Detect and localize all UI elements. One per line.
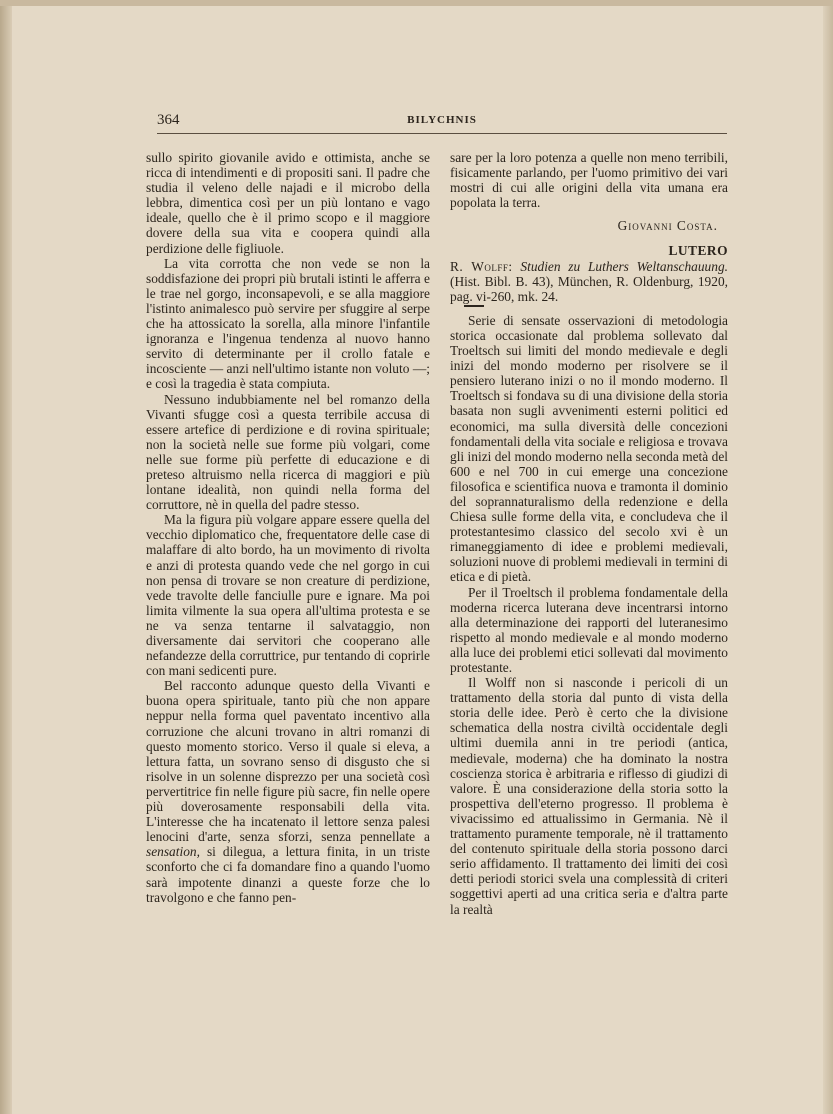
paragraph-text: si dilegua, a lettura finita, in un triste sconforto che ci fa domandare fino a quando l'uomo sarà impotente dinanzi a queste forze che lo travolgono e che fanno pen-: [146, 844, 430, 905]
section-title: LUTERO: [668, 243, 728, 259]
right-column: [450, 150, 728, 917]
page-edge-right: [823, 0, 833, 1114]
paragraph: Per il Troeltsch il problema fondamentale della moderna ricerca luterana deve incentrarsi intorno alla determinazione dei rapporti del luteranesimo rispetto al mondo medievale e al mondo moderno alla luce dei problemi etici sollevati dal movimento protestante.: [450, 584, 728, 675]
biblio-details: (Hist. Bibl. B. 43), München, R. Oldenburg, 1920, pag. vi-260, mk. 24.: [450, 273, 728, 304]
bibliographic-entry: [450, 259, 728, 304]
paragraph: sullo spirito giovanile avido e ottimista, anche se ricca di intendimenti e di propositi sani. Il padre che studia il veleno delle najadi e il microbo della lebbra, dimentica così per un più lontano e vago ideale, quello che è il primo scopo e il maggiore dovere della sua vita e coopera quindi alla perdizione delle figliuole.: [146, 150, 430, 256]
running-title: BILYCHNIS: [407, 114, 477, 126]
paragraph: Nessuno indubbiamente nel bel romanzo della Vivanti sfugge così a questa terribile accusa di essere artefice di perdizione e di rovina spirituale; non la società nelle sue forme più volgari, come nelle sue forme più perfette di educazione e di preteso altruismo nella ricerca di maggiori e più lontane idealità, non quindi nella forma del corruttore, nè in quella del padre stesso.: [146, 391, 430, 513]
underline-mark: [464, 305, 484, 307]
paragraph-text: Bel racconto adunque questo della Vivanti e buona opera spirituale, tanto più che non appare neppur nella forma quel paventato incentivo alla corruzione che alcuni trovano in altri romanzi di questo momento storico. Verso il quale si eleva, a lettura fatta, un sovrano senso di disgusto che si risolve in un solenne disprezzo per una società così pervertitrice fin nelle figure più sacre, fin nelle opere più doverosamente responsabili della vita. L'interesse che ha incatenato il lettore senza palesi lenocini d'arte, senza sforzi, senza pennellate a: [146, 678, 430, 845]
paragraph: sare per la loro potenza a quelle non meno terribili, fisicamente parlando, per l'uomo primitivo dei vari mostri di cui alle origini della vita umana era popolata la terra.: [450, 150, 728, 211]
paragraph: Serie di sensate osservazioni di metodologia storica occasionate dal problema sollevato dal Troeltsch sui limiti del mondo medievale e degli inizi del mondo moderno per risolvere se il pensiero luterano inizi o no il mondo moderno. Il Troeltsch si fondava su di una divisione della storia basata non sugli avvenimenti esterni politici ed economici, ma sulla diversità delle concezioni fondamentali della vita sociale e religiosa e trovava gli inizi del mondo moderno nella seconda metà del 600 e nel 700 in cui emerge una concezione filosofica e scientifica nuova e tramonta il dominio del soprannaturalismo della redenzione e della Chiesa sulle forme della vita, e concludeva che il protestantesimo classico del secolo xvi è un rimaneggiamento di idee e problemi medievali, soluzioni nuove di problemi medievali in termini di etica e di pietà.: [450, 312, 728, 585]
paragraph: La vita corrotta che non vede se non la soddisfazione dei propri più brutali istinti le afferra e le trae nel gorgo, inconsapevoli, e se alla maggiore l'istinto animalesco può servire per sfuggire al serpe che ha attossicato la sorella, alla minore l'infantile ignoranza e l'ingenua tendenza al nuovo hanno servito di determinante per il crollo fatale e incosciente — anzi nell'ultimo istante non voluto —; e così la tragedia è stata compiuta.: [146, 255, 430, 392]
page-edge-left: [0, 0, 12, 1114]
biblio-title: Studien zu Luthers Weltanschauung.: [520, 258, 728, 274]
page-number: 364: [157, 112, 180, 128]
page-top-edge: [0, 0, 833, 6]
left-column: [146, 150, 430, 905]
header-rule: [157, 133, 727, 134]
paragraph: Ma la figura più volgare appare essere quella del vecchio diplomatico che, frequentatore delle case di malaffare di alto bordo, ha un movimento di rivolta e anzi di protesta quando vede che nel gorgo in cui non pensa di trovare se non creature di perdizione, vede travolte delle fanciulle pure e ignare. Ma poi limita vilmente la sua opera all'ultima protesta e se ne va senza tentarne il salvataggio, non diversamente dai servitori che cooperano alle nefandezze della corruttrice, pur tentando di coprirle con mani sedicenti pure.: [146, 512, 430, 679]
biblio-author: R. Wolff:: [450, 258, 513, 274]
paragraph: Il Wolff non si nasconde i pericoli di un trattamento della storia dal punto di vista della storia delle idee. Però è certo che la divisione schematica della nostra civiltà occidentale degli ultimi duemila anni in tre periodi (antica, medievale, moderna) che ha dominato la nostra coscienza storica è arbitraria e riflesso di giudizi di valore. È una considerazione della storia sotto la prospettiva dell'eterno progresso. Il problema è vivacissimo ed attualissimo in Germania. Nè il trattamento puramente temporale, nè il trattamento del contenuto spirituale della storia possono darci serio affidamento. Il trattamento dei limiti dei così detti periodi storici svela una complessità di criteri soggettivi aperti ad una critica seria e d'altra parte la realtà: [450, 675, 728, 917]
article-signature: Giovanni Costa.: [617, 218, 718, 234]
paragraph: [146, 678, 430, 904]
italic-term: sensation,: [146, 844, 200, 860]
running-header: [157, 112, 727, 134]
